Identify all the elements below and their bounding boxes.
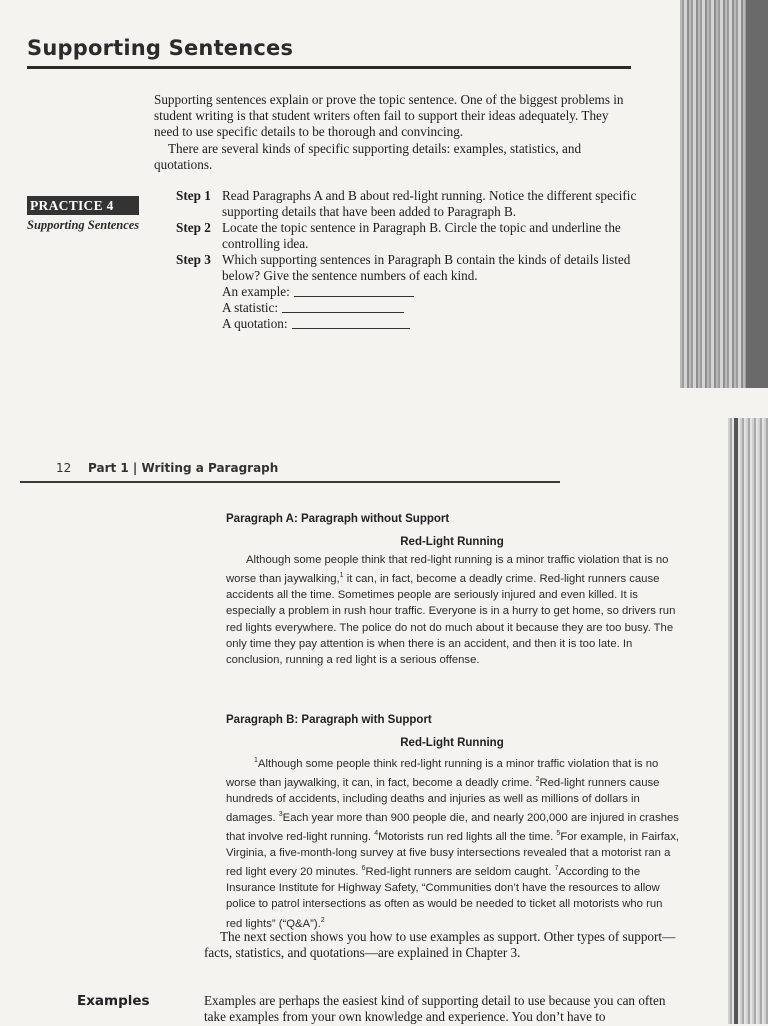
intro-text	[154, 92, 636, 173]
paragraph-b-heading: Paragraph B: Paragraph with Support	[226, 714, 432, 726]
paragraph-a-heading: Paragraph A: Paragraph without Support	[226, 513, 450, 525]
blank-label: A quotation:	[222, 316, 288, 331]
page-title: Supporting Sentences	[27, 36, 294, 60]
scan-edge-bottom	[728, 418, 768, 1024]
blank-label: A statistic:	[222, 300, 279, 315]
step-label: Step 3	[176, 252, 211, 267]
practice-steps	[176, 188, 646, 332]
scan-edge-top	[680, 0, 768, 388]
paragraph-a-title: Red-Light Running	[400, 536, 504, 548]
next-section-text: The next section shows you how to use examples as support. Other types of support—facts, statistics, and quotations—are explained in Chapter 3.	[204, 929, 676, 961]
step-label: Step 1	[176, 188, 211, 203]
intro-paragraph-1: Supporting sentences explain or prove the topic sentence. One of the biggest problems in student writing is that student writers often fail to support their ideas adequately. They need to use specific details to be thorough and convincing.	[154, 92, 624, 140]
paragraph-b-body: $^1$Although some people think red-light running is a minor traffic violation that is no worse than jaywalking, it can, in fact, become a deadly crime. $^2$Red-light runners cause hundreds of accidents, including deaths and injuries as well as millions of dollars in damages. $^3$Each year more than 900 people die, and nearly 200,000 are injured in crashes that involve red-light running. $^4$Motorists run red lights all the time. $^5$For example, in Fairfax, Virginia, a five-month-long survey at five busy intersections revealed that a motorist ran a red light every 20 minutes. $^6$Red-light runners are seldom caught. $^7$According to the Insurance Institute for Highway Safety, “Communities don’t have the resources to allow police to patrol intersections as often as would be needed to ticket all motorists who run red lights” (“Q&A”).$^2$	[226, 757, 679, 930]
step-text: Locate the topic sentence in Paragraph B. Circle the topic and underline the controlling idea.	[222, 220, 621, 251]
page-rule	[20, 481, 560, 483]
intro-paragraph-2: There are several kinds of specific supporting details: examples, statistics, and quotations.	[154, 140, 582, 172]
examples-text: Examples are perhaps the easiest kind of supporting detail to use because you can often take examples from your own knowledge and experience. You don’t have to	[204, 993, 666, 1025]
step-3	[176, 252, 646, 284]
examples-heading: Examples	[77, 993, 150, 1009]
blank-label: An example:	[222, 284, 290, 299]
answer-line[interactable]	[282, 312, 404, 313]
step-label: Step 2	[176, 220, 211, 235]
title-rule	[27, 66, 631, 69]
practice-subtitle: Supporting Sentences	[27, 218, 140, 232]
step-text: Which supporting sentences in Paragraph B contain the kinds of details listed below? Give the sentence numbers of each kind.	[222, 252, 631, 283]
blank-statistic[interactable]	[222, 300, 646, 316]
step-2	[176, 220, 646, 252]
part-label: Part 1 | Writing a Paragraph	[88, 461, 279, 475]
answer-line[interactable]	[294, 296, 414, 297]
answer-line[interactable]	[292, 328, 410, 329]
practice-badge: PRACTICE 4	[27, 196, 139, 215]
paragraph-a-body: Although some people think that red-light running is a minor traffic violation that is no worse than jaywalking,$^1$ it can, in fact, become a deadly crime. Red-light runners cause accidents all the time. Sometimes people are seriously injured and even killed. It is especially a problem in rush hour traffic. Everyone is in a hurry to get home, so drivers run red lights everywhere. The police do not do much about it because they are too busy. The only time they pay attention is when there is an accident, and then it is too late. In conclusion, running a red light is a serious offense.	[226, 554, 676, 666]
paragraph-b-title: Red-Light Running	[400, 737, 504, 749]
blank-quotation[interactable]	[222, 316, 646, 332]
step-text: Read Paragraphs A and B about red-light running. Notice the different specific supporting details that have been added to Paragraph B.	[222, 188, 637, 219]
page-number: 12	[56, 461, 72, 475]
blank-example[interactable]	[222, 284, 646, 300]
step-1	[176, 188, 646, 220]
